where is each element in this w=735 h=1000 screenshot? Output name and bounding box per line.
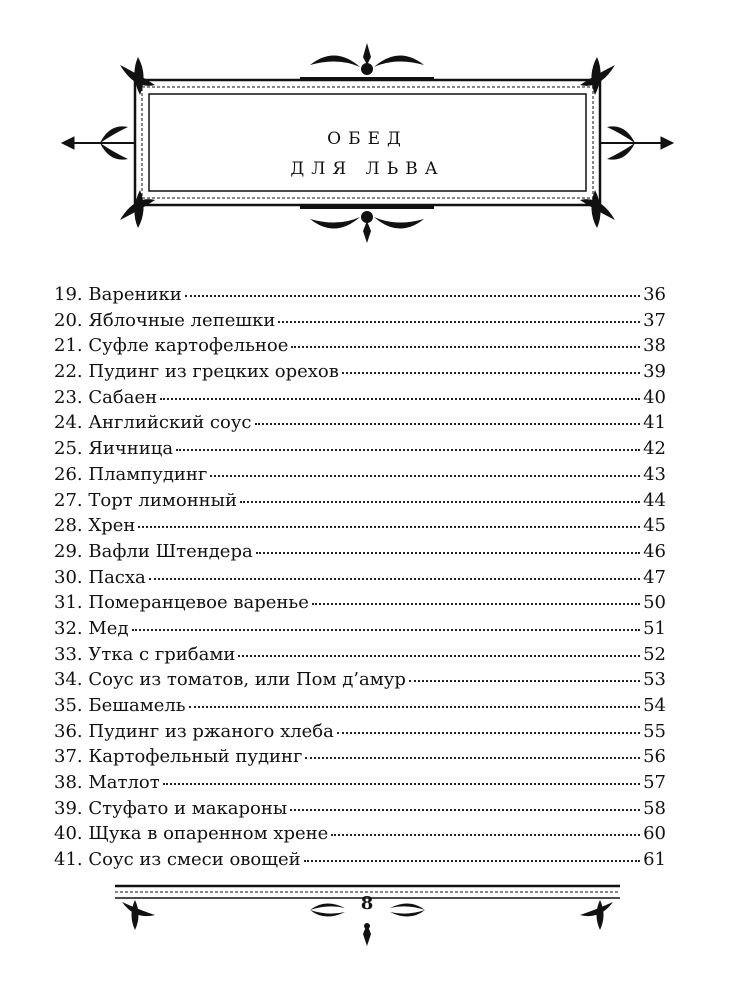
toc-entry-number: 20. — [54, 309, 83, 331]
toc-dot-leader — [238, 639, 640, 657]
toc-entry-page: 38 — [643, 335, 666, 357]
toc-entry-page: 46 — [643, 540, 666, 562]
toc-entry-title — [54, 849, 301, 870]
toc-entry-page: 43 — [643, 463, 666, 485]
toc-entry — [54, 847, 666, 873]
toc-entry-page: 54 — [643, 695, 666, 716]
toc-dot-leader — [189, 690, 640, 708]
toc-entry-title — [54, 746, 302, 767]
toc-entry-number: 35. — [54, 695, 83, 716]
toc-entry-text: Утка с грибами — [88, 643, 236, 665]
toc-entry-page: 53 — [643, 669, 666, 691]
toc-entry-page: 50 — [643, 592, 666, 614]
toc-entry-page: 40 — [643, 386, 666, 408]
toc-entry-number: 37. — [54, 746, 83, 768]
toc-entry-number: 26. — [54, 463, 83, 485]
toc-entry-number: 32. — [54, 617, 83, 639]
toc-entry-page: 55 — [643, 720, 666, 742]
toc-dot-leader — [240, 485, 640, 503]
chapter-title — [160, 124, 575, 184]
toc-entry-text: Яичница — [88, 438, 174, 460]
toc-entry-page: 60 — [643, 823, 666, 845]
toc-entry-text: Хрен — [88, 515, 136, 537]
toc-dot-leader — [176, 433, 640, 451]
toc-entry-page: 51 — [643, 617, 666, 639]
toc-entry-title — [54, 618, 129, 639]
corner-fleuron-top-right-icon — [580, 57, 615, 95]
toc-entry-title — [54, 284, 182, 305]
toc-entry-page: 52 — [643, 643, 666, 665]
toc-entry-text: Вафли Штендера — [88, 540, 253, 562]
footer-right-fleuron-icon — [580, 900, 613, 930]
toc-entry-text: Мед — [88, 617, 129, 639]
toc-entry-page: 57 — [643, 772, 666, 794]
toc-dot-leader — [290, 793, 640, 811]
toc-dot-leader — [138, 510, 640, 528]
toc-dot-leader — [210, 459, 640, 477]
toc-entry-page: 47 — [643, 566, 666, 588]
toc-dot-leader — [304, 844, 640, 862]
toc-entry-text: Щука в опаренном хрене — [88, 823, 329, 845]
toc-entry-title — [54, 335, 288, 356]
toc-entry-number: 40. — [54, 823, 83, 845]
toc-entry-page: 61 — [643, 849, 666, 871]
table-of-contents — [54, 282, 666, 873]
top-center-flourish-icon — [300, 43, 434, 81]
toc-entry-text: Пасха — [88, 566, 146, 588]
toc-entry-title — [54, 669, 406, 690]
toc-entry-number: 28. — [54, 515, 83, 537]
toc-dot-leader — [256, 536, 640, 554]
toc-entry-page: 41 — [643, 412, 666, 434]
toc-entry-text: Сабаен — [88, 386, 158, 408]
toc-entry-title — [54, 412, 252, 433]
toc-entry-text: Английский соус — [88, 412, 252, 434]
toc-entry-title — [54, 798, 287, 819]
toc-entry-title — [54, 464, 207, 485]
toc-dot-leader — [185, 279, 640, 297]
left-side-arrow-flourish-icon — [62, 126, 135, 159]
toc-entry-number: 27. — [54, 489, 83, 511]
toc-entry-text: Пудинг из грецких орехов — [88, 361, 339, 383]
toc-entry-title — [54, 361, 339, 382]
toc-entry-text: Стуфато и макароны — [88, 797, 288, 819]
toc-entry-text: Бешамель — [88, 695, 186, 716]
toc-entry-number: 29. — [54, 540, 83, 562]
toc-dot-leader — [342, 356, 640, 374]
toc-entry-text: Соус из смеси овощей — [88, 849, 301, 871]
toc-dot-leader — [312, 587, 640, 605]
toc-entry-text: Пудинг из ржаного хлеба — [88, 720, 334, 742]
toc-entry-title — [54, 438, 173, 459]
toc-dot-leader — [278, 305, 640, 323]
toc-dot-leader — [291, 330, 640, 348]
corner-fleuron-top-left-icon — [120, 57, 155, 95]
chapter-title-line-2: ДЛЯ ЛЬВА — [290, 159, 445, 179]
toc-entry-title — [54, 644, 235, 665]
bottom-center-flourish-icon — [300, 205, 434, 243]
toc-entry-text: Матлот — [88, 772, 160, 794]
toc-dot-leader — [331, 818, 640, 836]
toc-entry-page: 36 — [643, 284, 666, 305]
toc-entry-title — [54, 592, 309, 613]
toc-dot-leader — [149, 562, 640, 580]
toc-entry-page: 39 — [643, 361, 666, 383]
toc-entry-number: 38. — [54, 772, 83, 794]
toc-entry-title — [54, 823, 328, 844]
toc-entry-title — [54, 490, 237, 511]
toc-entry-title — [54, 515, 135, 536]
footer-ornament — [110, 880, 625, 960]
toc-entry-text: Плампудинг — [88, 463, 208, 485]
toc-entry-title — [54, 721, 334, 742]
toc-entry-number: 23. — [54, 386, 83, 408]
corner-fleuron-bottom-right-icon — [580, 190, 615, 228]
toc-dot-leader — [132, 613, 641, 631]
toc-entry-number: 39. — [54, 797, 83, 819]
toc-entry-number: 22. — [54, 361, 83, 383]
toc-entry-page: 45 — [643, 515, 666, 537]
toc-entry-text: Померанцевое варенье — [88, 592, 309, 614]
toc-entry-number: 21. — [54, 335, 83, 357]
toc-entry-text: Соус из томатов, или Пом д’амур — [88, 669, 406, 691]
toc-entry-title — [54, 772, 160, 793]
toc-entry-number: 24. — [54, 412, 83, 434]
toc-entry-number: 34. — [54, 669, 83, 691]
toc-entry-page: 44 — [643, 489, 666, 511]
toc-entry-number: 19. — [54, 284, 83, 305]
toc-dot-leader — [160, 382, 640, 400]
right-side-arrow-flourish-icon — [600, 126, 673, 159]
toc-entry-text: Торт лимонный — [88, 489, 238, 511]
footer-left-fleuron-icon — [122, 900, 155, 930]
toc-entry-text: Вареники — [88, 284, 182, 305]
toc-entry-text: Картофельный пудинг — [88, 746, 303, 768]
toc-dot-leader — [305, 741, 640, 759]
toc-entry-title — [54, 541, 253, 562]
toc-entry-title — [54, 695, 186, 716]
toc-entry-number: 25. — [54, 438, 83, 460]
page-number: 8 — [360, 893, 374, 914]
toc-entry-number: 31. — [54, 592, 83, 614]
toc-entry-text: Яблочные лепешки — [88, 309, 276, 331]
toc-entry-page: 56 — [643, 746, 666, 768]
toc-entry-page: 42 — [643, 438, 666, 460]
toc-entry-number: 33. — [54, 643, 83, 665]
toc-dot-leader — [337, 716, 640, 734]
toc-entry-title — [54, 567, 146, 588]
toc-entry-number: 30. — [54, 566, 83, 588]
chapter-title-line-1: ОБЕД — [327, 129, 408, 149]
toc-entry-title — [54, 310, 275, 331]
toc-entry-number: 41. — [54, 849, 83, 871]
toc-entry-title — [54, 387, 157, 408]
toc-entry-page: 37 — [643, 309, 666, 331]
toc-dot-leader — [255, 407, 641, 425]
toc-entry-page: 58 — [643, 797, 666, 819]
toc-entry-text: Суфле картофельное — [88, 335, 289, 357]
toc-dot-leader — [409, 664, 640, 682]
toc-entry-number: 36. — [54, 720, 83, 742]
toc-dot-leader — [163, 767, 640, 785]
corner-fleuron-bottom-left-icon — [120, 190, 155, 228]
